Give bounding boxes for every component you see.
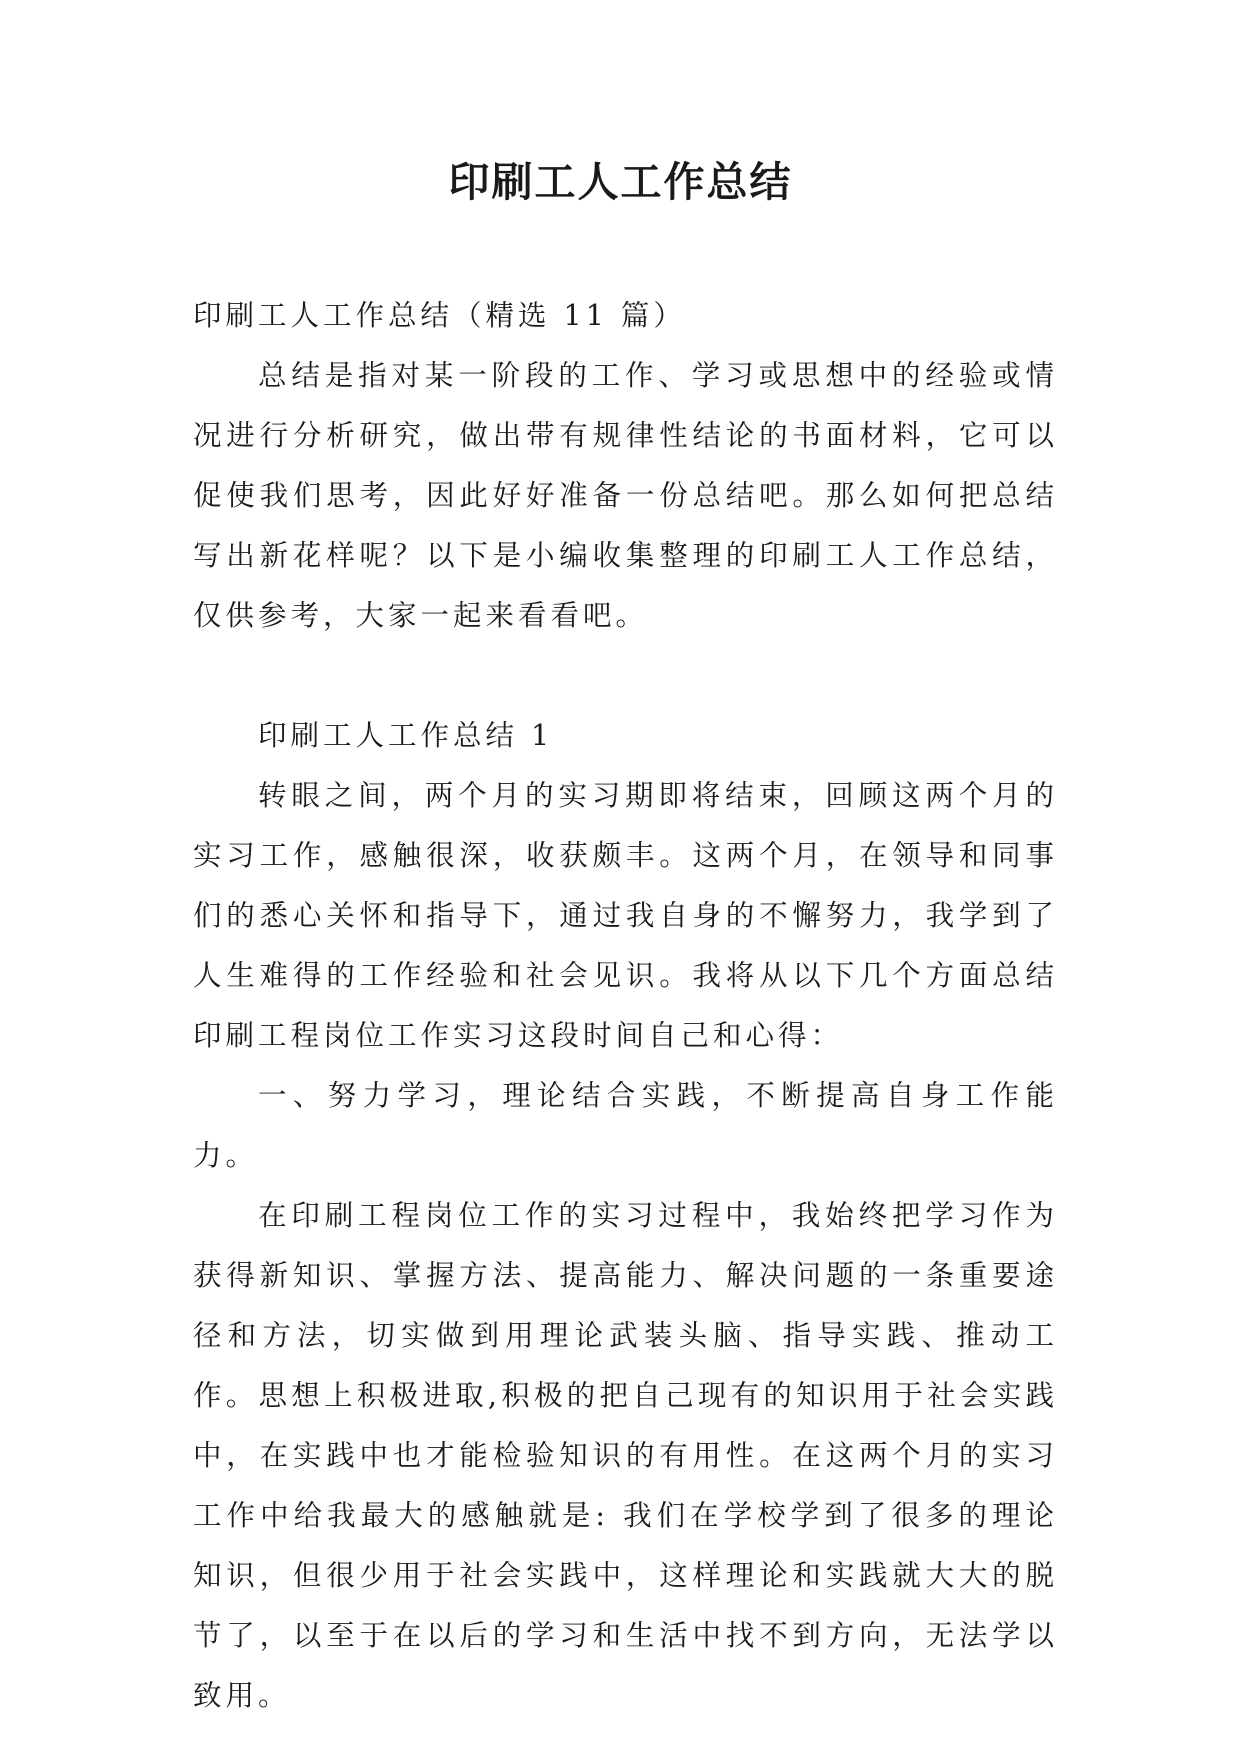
body-paragraph: 转眼之间，两个月的实习期即将结束，回顾这两个月的实习工作，感触很深，收获颇丰。这两个月，在领导和同事们的悉心关怀和指导下，通过我自身的不懈努力，我学到了人生难得的工作经验和社会见识。我将从以下几个方面总结印刷工程岗位工作实习这段时间自己和心得：	[193, 779, 1058, 1052]
section-heading: 印刷工人工作总结 1	[258, 719, 554, 752]
paragraph-spacer	[193, 646, 1058, 706]
document-body	[193, 286, 1058, 1726]
intro-paragraph: 总结是指对某一阶段的工作、学习或思想中的经验或情况进行分析研究，做出带有规律性结论的书面材料，它可以促使我们思考，因此好好准备一份总结吧。那么如何把总结写出新花样呢？以下是小编收集整理的印刷工人工作总结，仅供参考，大家一起来看看吧。	[193, 359, 1058, 632]
body-paragraph: 在印刷工程岗位工作的实习过程中，我始终把学习作为获得新知识、掌握方法、提高能力、解决问题的一条重要途径和方法，切实做到用理论武装头脑、指导实践、推动工作。思想上积极进取,积极的把自己现有的知识用于社会实践中，在实践中也才能检验知识的有用性。在这两个月的实习工作中给我最大的感触就是: 我们在学校学到了很多的理论知识，但很少用于社会实践中，这样理论和实践就大大的脱节了，以至于在以后的学习和生活中找不到方向，无法学以致用。	[193, 1199, 1058, 1712]
document-subtitle: 印刷工人工作总结（精选 11 篇）	[193, 299, 686, 332]
document-title: 印刷工人工作总结	[448, 158, 793, 206]
body-paragraph: 一、努力学习，理论结合实践，不断提高自身工作能力。	[193, 1079, 1058, 1172]
